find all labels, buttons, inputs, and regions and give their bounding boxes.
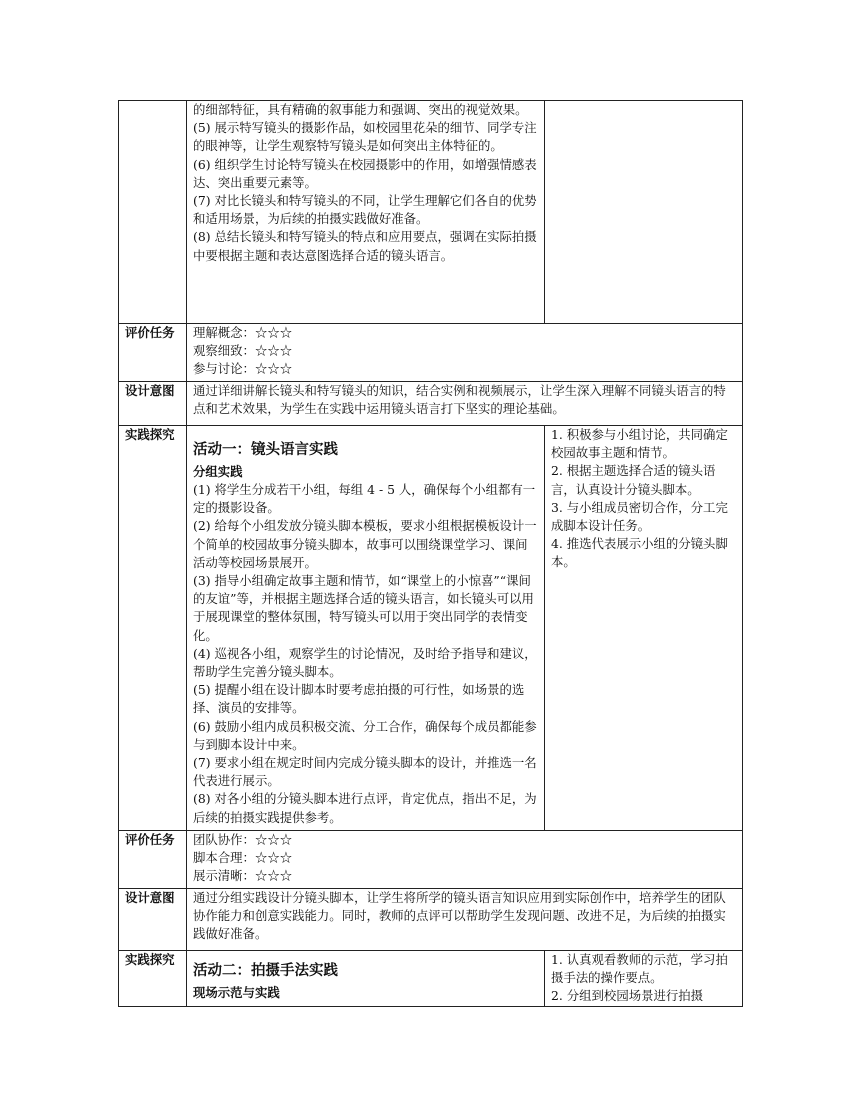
student-step: 2. 分组到校园场景进行拍摄 xyxy=(551,988,704,1004)
table-row xyxy=(119,951,743,1007)
design-intent-cell xyxy=(187,382,743,426)
table-row xyxy=(119,831,743,889)
evaluation-item: 团队协作：☆☆☆ xyxy=(193,832,293,847)
teacher-activity-cell xyxy=(187,101,545,324)
evaluation-item: 脚本合理：☆☆☆ xyxy=(193,850,293,866)
design-intent-label: 设计意图 xyxy=(119,889,187,951)
paragraph: (8) 总结长镜头和特写镜头的特点和应用要点，强调在实际拍摄中要根据主题和表达意图选择合适的镜头语言。 xyxy=(193,229,537,263)
table-row xyxy=(119,889,743,951)
evaluation-label: 评价任务 xyxy=(119,324,187,382)
paragraph: (5) 展示特写镜头的摄影作品，如校园里花朵的细节、同学专注的眼神等，让学生观察特写镜头是如何突出主体特征的。 xyxy=(193,120,537,154)
table-row xyxy=(119,324,743,382)
student-step: 4. 推选代表展示小组的分镜头脚本。 xyxy=(551,536,728,570)
student-activity-cell xyxy=(545,101,743,324)
step: (8) 对各小组的分镜头脚本进行点评，肯定优点，指出不足，为后续的拍摄实践提供参考。 xyxy=(193,791,537,825)
step: (3) 指导小组确定故事主题和情节，如“课堂上的小惊喜”“课间的友谊”等，并根据主题选择合适的镜头语言，如长镜头可以用于展现课堂的整体氛围，特写镜头可以用于突出同学的表情变化。 xyxy=(193,573,534,643)
evaluation-cell xyxy=(187,324,743,382)
activity-subtitle: 分组实践 xyxy=(193,464,243,479)
design-intent-cell xyxy=(187,889,743,951)
step: (2) 给每个小组发放分镜头脚本模板，要求小组根据模板设计一个简单的校园故事分镜头脚本，故事可以围绕课堂学习、课间活动等校园场景展开。 xyxy=(193,518,537,570)
table-row xyxy=(119,101,743,324)
design-intent-text: 通过详细讲解长镜头和特写镜头的知识，结合实例和视频展示，让学生深入理解不同镜头语言的特点和艺术效果，为学生在实践中运用镜头语言打下坚实的理论基础。 xyxy=(193,383,726,417)
teacher-activity-cell xyxy=(187,951,545,1007)
step: (7) 要求小组在规定时间内完成分镜头脚本的设计，并推选一名代表进行展示。 xyxy=(193,755,537,789)
design-intent-text: 通过分组实践设计分镜头脚本，让学生将所学的镜头语言知识应用到实际创作中，培养学生的团队协作能力和创意实践能力。同时，教师的点评可以帮助学生发现问题、改进不足，为后续的拍摄实践做好准备。 xyxy=(193,890,726,942)
activity-title: 活动二：拍摄手法实践 xyxy=(193,963,338,979)
student-step: 1. 积极参与小组讨论，共同确定校园故事主题和情节。 xyxy=(551,427,728,461)
evaluation-item: 展示清晰：☆☆☆ xyxy=(193,868,293,884)
lesson-plan-table xyxy=(118,100,743,1007)
student-step: 3. 与小组成员密切合作，分工完成脚本设计任务。 xyxy=(551,499,728,534)
step: (1) 将学生分成若干小组，每组 4 - 5 人，确保每个小组都有一定的摄影设备。 xyxy=(193,482,536,516)
paragraph: 的细部特征，具有精确的叙事能力和强调、突出的视觉效果。 xyxy=(193,102,528,117)
paragraph: (7) 对比长镜头和特写镜头的不同，让学生理解它们各自的优势和适用场景，为后续的拍摄实践做好准备。 xyxy=(193,193,537,227)
table-row xyxy=(119,426,743,831)
activity-title: 活动一：镜头语言实践 xyxy=(193,442,338,458)
step: (6) 鼓励小组内成员积极交流、分工合作，确保每个成员都能参与到脚本设计中来。 xyxy=(193,718,537,752)
evaluation-cell xyxy=(187,831,743,889)
evaluation-label: 评价任务 xyxy=(119,831,187,889)
activity-subtitle: 现场示范与实践 xyxy=(193,985,280,1000)
paragraph: (6) 组织学生讨论特写镜头在校园摄影中的作用，如增强情感表达、突出重要元素等。 xyxy=(193,156,537,190)
student-activity-cell xyxy=(545,951,743,1007)
evaluation-item: 参与讨论：☆☆☆ xyxy=(193,361,293,377)
empty-label-cell xyxy=(119,101,187,324)
step: (5) 提醒小组在设计脚本时要考虑拍摄的可行性，如场景的选择、演员的安排等。 xyxy=(193,682,525,716)
evaluation-item: 观察细致：☆☆☆ xyxy=(193,343,293,359)
design-intent-label: 设计意图 xyxy=(119,382,187,426)
teacher-activity-cell xyxy=(187,426,545,831)
student-activity-cell xyxy=(545,426,743,831)
step: (4) 巡视各小组，观察学生的讨论情况，及时给予指导和建议，帮助学生完善分镜头脚本。 xyxy=(193,645,537,680)
student-step: 1. 认真观看教师的示范，学习拍摄手法的操作要点。 xyxy=(551,952,728,986)
evaluation-item: 理解概念：☆☆☆ xyxy=(193,325,293,340)
student-step: 2. 根据主题选择合适的镜头语言，认真设计分镜头脚本。 xyxy=(551,463,716,497)
practice-label: 实践探究 xyxy=(119,426,187,831)
practice-label: 实践探究 xyxy=(119,951,187,1007)
table-row xyxy=(119,382,743,426)
